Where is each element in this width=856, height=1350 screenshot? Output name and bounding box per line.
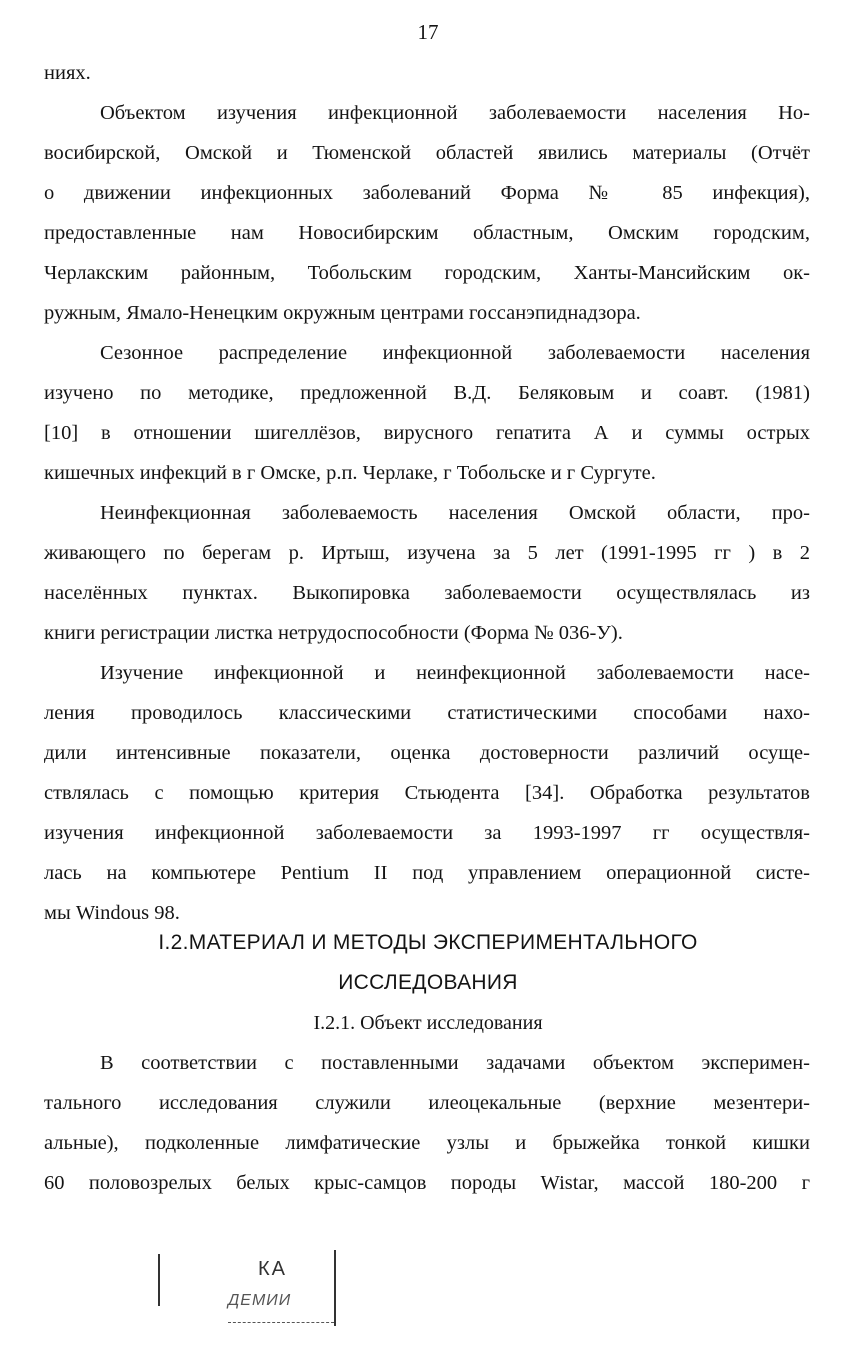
text-line: изучения инфекционной заболеваемости за 1993-1997 гг осуществля- [44, 822, 810, 844]
text-line: ствлялась с помощью критерия Стьюдента [34]. Обработка результатов [44, 782, 810, 804]
page-number: 17 [417, 20, 439, 44]
text-line: альные), подколенные лимфатические узлы и брыжейка тонкой кишки [44, 1132, 810, 1154]
text-line: о движении инфекционных заболеваний Форма № 85 инфекция), [44, 182, 810, 204]
text-line: книги регистрации листка нетрудоспособности (Форма № 036-У). [44, 622, 623, 644]
library-stamp [158, 1250, 338, 1326]
text-line: 60 половозрелых белых крыс-самцов породы Wistar, массой 180-200 г [44, 1172, 810, 1194]
stamp-text-bottom: ДЕМИИ [228, 1292, 292, 1309]
text-line: предоставленные нам Новосибирским областным, Омским городским, [44, 222, 810, 244]
stamp-text-top: КА [258, 1258, 287, 1280]
text-line: дили интенсивные показатели, оценка достоверности различий осуще- [44, 742, 810, 764]
text-line: [10] в отношении шигеллёзов, вирусного гепатита А и суммы острых [44, 422, 810, 444]
paragraph-first-line: В соответствии с поставленными задачами объектом эксперимен- [100, 1052, 810, 1074]
text-line: живающего по берегам р. Иртыш, изучена за 5 лет (1991-1995 гг ) в 2 [44, 542, 810, 564]
paragraph-first-line: Объектом изучения инфекционной заболеваемости населения Но- [100, 102, 810, 124]
stamp-bottom-border [228, 1322, 334, 1324]
section-heading-continued: ИССЛЕДОВАНИЯ [338, 971, 518, 994]
text-line: изучено по методике, предложенной В.Д. Беляковым и соавт. (1981) [44, 382, 810, 404]
text-line: лась на компьютере Pentium II под управлением операционной систе- [44, 862, 810, 884]
subsection-heading: I.2.1. Объект исследования [313, 1012, 543, 1034]
text-line: тального исследования служили илеоцекальные (верхние мезентери- [44, 1092, 810, 1114]
paragraph-first-line: Сезонное распределение инфекционной заболеваемости населения [100, 342, 810, 364]
text-line: мы Windous 98. [44, 902, 180, 924]
text-line: Черлакским районным, Тобольским городским, Ханты-Мансийским ок- [44, 262, 810, 284]
text-line: ниях. [44, 62, 91, 84]
stamp-left-border [158, 1254, 160, 1306]
paragraph-first-line: Неинфекционная заболеваемость населения Омской области, про- [100, 502, 810, 524]
text-line: восибирской, Омской и Тюменской областей явились материалы (Отчёт [44, 142, 810, 164]
text-line: населённых пунктах. Выкопировка заболеваемости осуществлялась из [44, 582, 810, 604]
section-heading: I.2.МАТЕРИАЛ И МЕТОДЫ ЭКСПЕРИМЕНТАЛЬНОГО [158, 931, 698, 954]
text-line: ружным, Ямало-Ненецким окружным центрами госсанэпиднадзора. [44, 302, 641, 324]
paragraph-first-line: Изучение инфекционной и неинфекционной заболеваемости насе- [100, 662, 810, 684]
text-line: кишечных инфекций в г Омске, р.п. Черлаке, г Тобольске и г Сургуте. [44, 462, 656, 484]
stamp-right-border [334, 1250, 336, 1326]
text-line: ления проводилось классическими статистическими способами нахо- [44, 702, 810, 724]
